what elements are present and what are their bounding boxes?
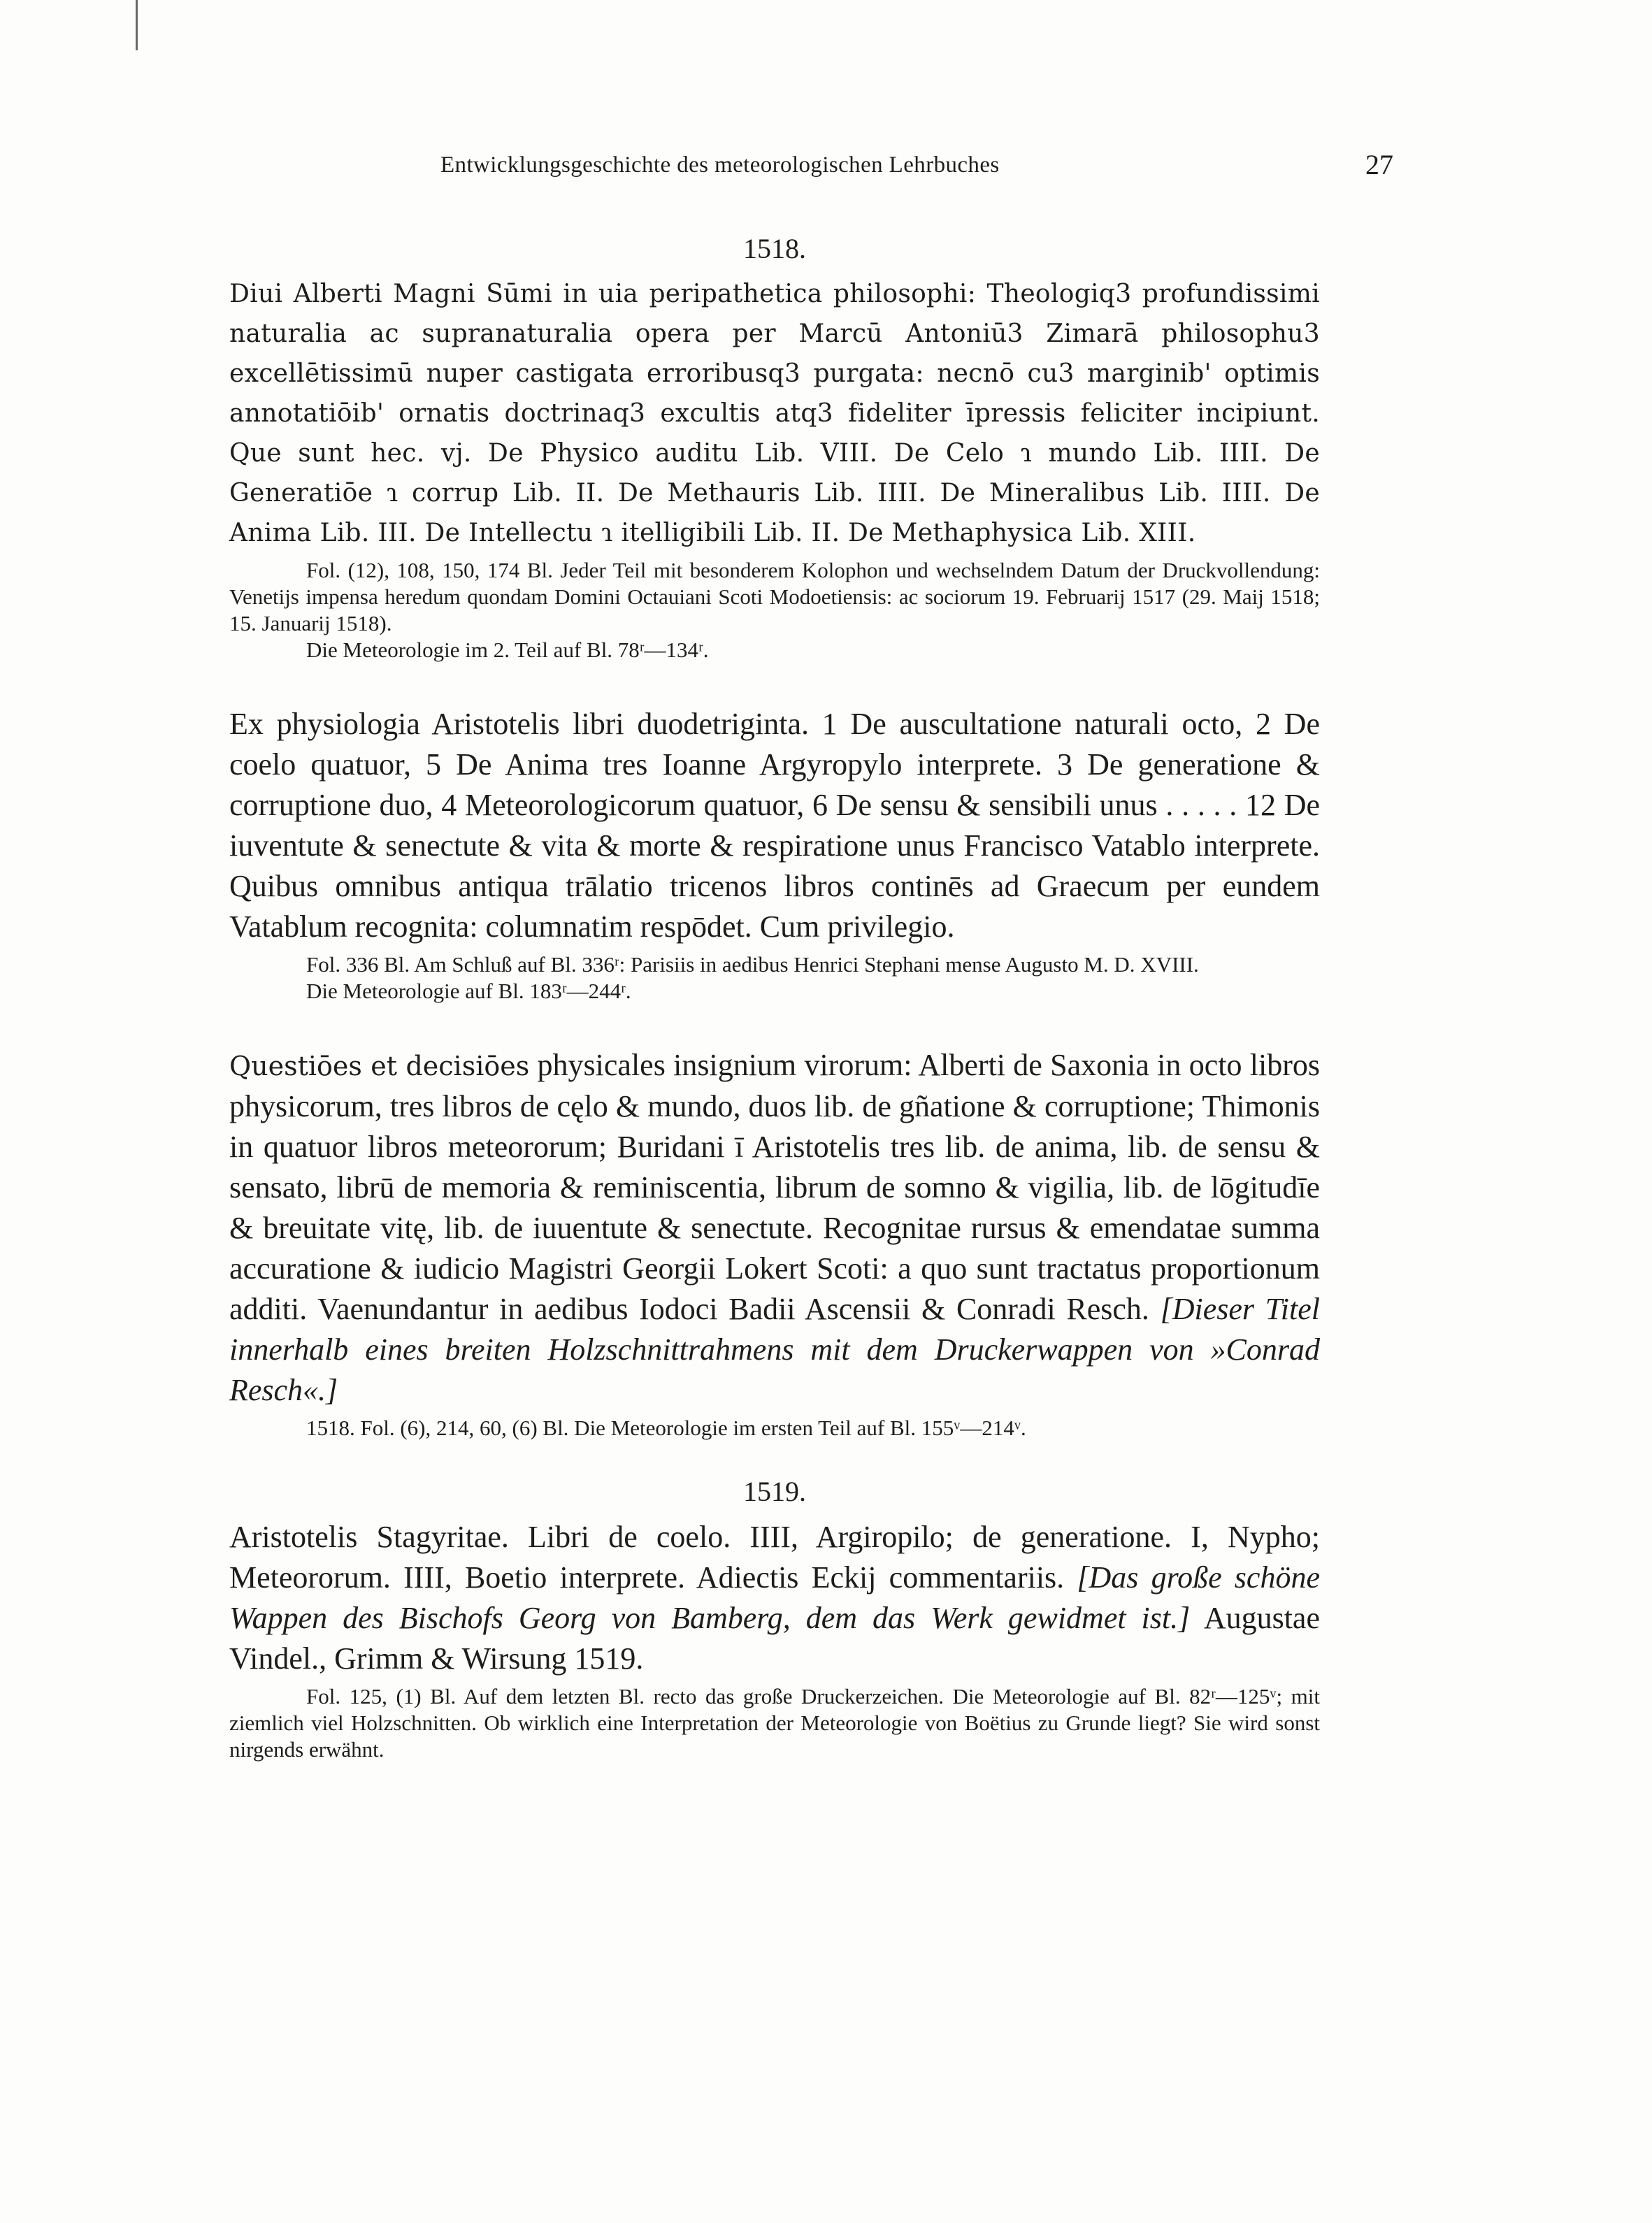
entry-title-questiones-fraktur: Questiōes et decisiōes	[229, 1051, 530, 1081]
entry-note-albertus: Fol. (12), 108, 150, 174 Bl. Jeder Teil mit besonderem Kolophon und wechselndem Datum der Druckvollendung: Venetijs impensa heredum quondam Domini Octauiani Scoti Modoetiensis: ac sociorum 19. Februarij 1517 (29. Maij 1518; 15. Januarij 1518).	[229, 558, 1320, 635]
entry-title-stagyritae-remark: [Das große schöne Wappen des Bischofs Georg von Bamberg, dem das Werk gewidmet ist.]	[229, 1560, 1320, 1635]
entry-note-physiologia-meteorologie: Die Meteorologie auf Bl. 183ʳ—244ʳ.	[306, 979, 631, 1003]
entry-title-stagyritae-imprint: Augustae Vindel., Grimm & Wirsung 1519.	[229, 1601, 1320, 1676]
entry-title-physiologia: Ex physiologia Aristotelis libri duodetriginta. 1 De auscultatione naturali octo, 2 De coelo quatuor, 5 De Anima tres Ioanne Argyropylo interprete. 3 De generatione & corruptione duo, 4 Meteorologicorum quatuor, 6 De sensu & sensibili unus . . . . . 12 De iuventute & senectute & vita & morte & respiratione unus Francisco Vatablo interprete. Quibus omnibus antiqua trālatio tricenos libros continēs ad Graecum per eundem Vatablum recognita: columnatim respōdet. Cum privilegio.	[229, 707, 1320, 944]
entry-note-physiologia: Fol. 336 Bl. Am Schluß auf Bl. 336ʳ: Parisiis in aedibus Henrici Stephani mense Augusto M. D. XVIII.	[306, 952, 1199, 977]
entry-title-questiones-remark: [Dieser Titel innerhalb eines breiten Holzschnittrahmens mit dem Druckerwappen von »Conrad Resch«.]	[229, 1292, 1320, 1407]
entry-title-questiones-text: physicales insignium virorum: Alberti de Saxonia in octo libros physicorum, tres libros de cęlo & mundo, duos lib. de gñatione & corruptione; Thimonis in quatuor libros meteororum; Buridani ī Aristotelis tres lib. de anima, lib. de sensu & sensato, librū de memoria & reminiscentia, librum de somno & vigilia, lib. de lōgitudīe & breuitate vitę, lib. de iuuentute & senectute. Recognitae rursus & emendatae summa accuratione & iudicio Magistri Georgii Lokert Scoti: a quo sunt tractatus proportionum additi. Vaenundantur in aedibus Iodoci Badii Ascensii & Conradi Resch.	[229, 1048, 1320, 1326]
entry-note-questiones: 1518. Fol. (6), 214, 60, (6) Bl. Die Meteorologie im ersten Teil auf Bl. 155ᵛ—214ᵛ.	[306, 1416, 1026, 1440]
entry-title-questiones	[229, 1045, 1320, 1411]
page-edge-mark	[136, 0, 138, 50]
entry-title-stagyritae	[229, 1517, 1320, 1679]
page-content	[229, 231, 1320, 1763]
entry-title-albertus: Diui Alberti Magni Sūmi in uia peripathetica philosophi: Theologiq3 profundissimi naturalia ac supranaturalia opera per Marcū Antoniū3 Zimarā philosophu3 excellētissimū nuper castigata erroribusq3 purgata: necnō cu3 marginib' optimis annotatiōib' ornatis doctrinaq3 excultis atq3 fideliter īpressis feliciter incipiunt. Que sunt hec. vj. De Physico auditu Lib. VIII. De Celo ɿ mundo Lib. IIII. De Generatiōe ɿ corrup Lib. II. De Methauris Lib. IIII. De Mineralibus Lib. IIII. De Anima Lib. III. De Intellectu ɿ itelligibili Lib. II. De Methaphysica Lib. XIII.	[229, 280, 1320, 547]
entry-note-stagyritae: Fol. 125, (1) Bl. Auf dem letzten Bl. recto das große Druckerzeichen. Die Meteorologie auf Bl. 82ʳ—125ᵛ; mit ziemlich viel Holzschnitten. Ob wirklich eine Interpretation der Meteorologie von Boëtius zu Grunde liegt? Sie wird sonst nirgends erwähnt.	[229, 1684, 1320, 1762]
entry-title-stagyritae-text: Aristotelis Stagyritae. Libri de coelo. IIII, Argiropilo; de generatione. I, Nypho; Meteororum. IIII, Boetio interprete. Adiectis Eckij commentariis.	[229, 1520, 1320, 1595]
entry-note-albertus-meteorologie: Die Meteorologie im 2. Teil auf Bl. 78ʳ—134ʳ.	[306, 638, 709, 662]
year-heading-1518: 1518.	[743, 233, 806, 264]
page-number: 27	[1365, 149, 1393, 180]
running-header	[229, 148, 1393, 187]
year-heading-1519: 1519.	[743, 1476, 806, 1507]
running-header-title: Entwicklungsgeschichte des meteorologischen Lehrbuches	[440, 152, 1000, 178]
